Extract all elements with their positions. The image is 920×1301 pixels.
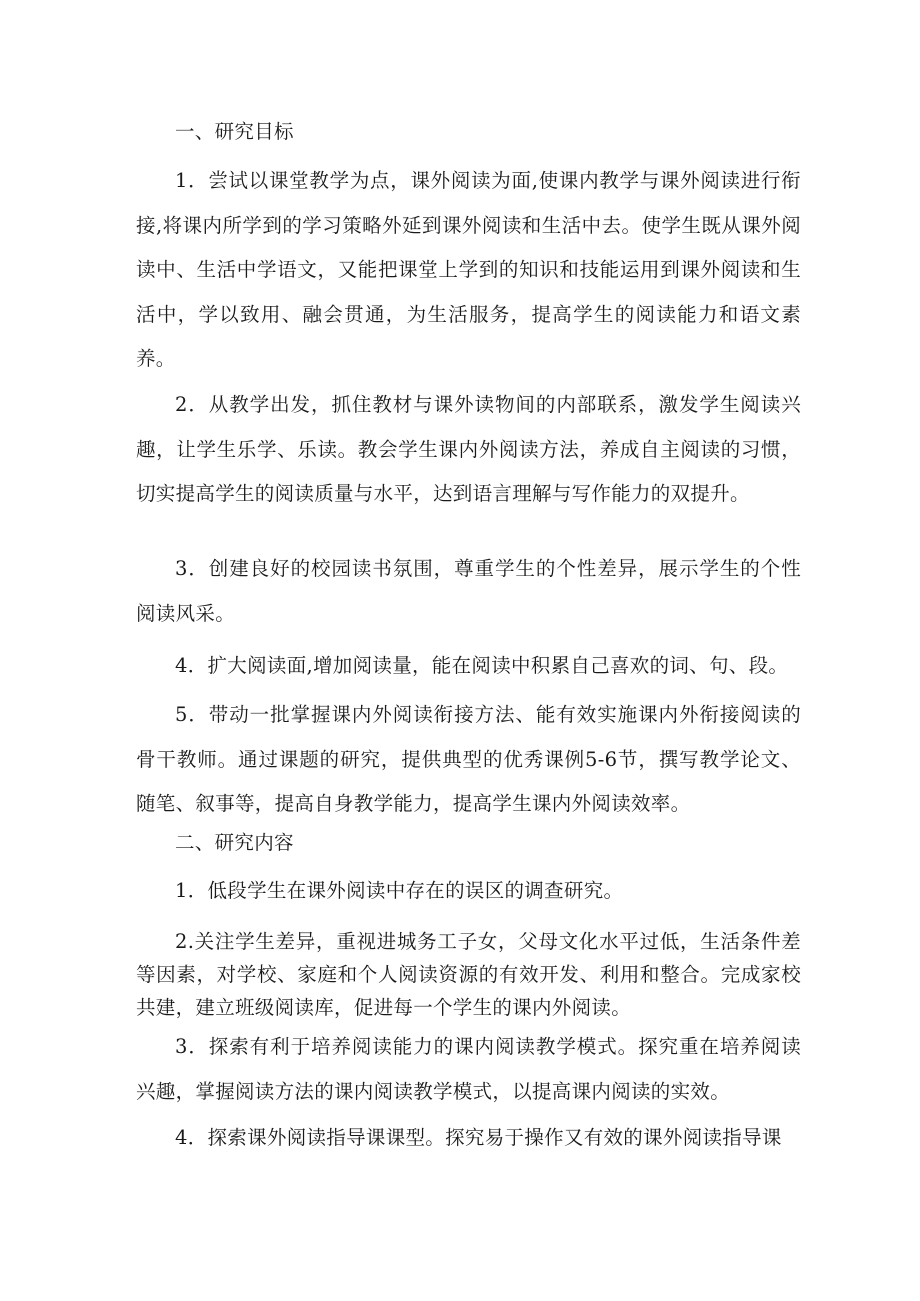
- goal-paragraph-2: 2．从教学出发，抓住教材与课外读物间的内部联系，激发学生阅读兴趣，让学生乐学、乐读。教会学生课内外阅读方法，养成自主阅读的习惯，切实提高学生的阅读质量与水平，达到语言理解与写作能力的双提升。: [136, 393, 801, 505]
- goal-paragraph-3: 3．创建良好的校园读书氛围，尊重学生的个性差异，展示学生的个性阅读风采。: [136, 557, 801, 625]
- goal-paragraph-4: 4．扩大阅读面,增加阅读量，能在阅读中积累自己喜欢的词、句、段。: [175, 654, 789, 677]
- content-paragraph-3: 3．探索有利于培养阅读能力的课内阅读教学模式。探究重在培养阅读兴趣，掌握阅读方法的课内阅读教学模式，以提高课内阅读的实效。: [136, 1035, 801, 1103]
- goal-paragraph-5: 5．带动一批掌握课内外阅读衔接方法、能有效实施课内外衔接阅读的骨干教师。通过课题的研究，提供典型的优秀课例5-6节，撰写教学论文、随笔、叙事等，提高自身教学能力，提高学生课内外阅读效率。: [136, 703, 801, 815]
- section-heading-content: 二、研究内容: [175, 831, 294, 854]
- content-paragraph-4: 4．探索课外阅读指导课课型。探究易于操作又有效的课外阅读指导课: [175, 1126, 782, 1149]
- content-paragraph-1: 1．低段学生在课外阅读中存在的误区的调查研究。: [175, 879, 624, 902]
- content-paragraph-2: 2.关注学生差异，重视进城务工子女，父母文化水平过低，生活条件差等因素，对学校、家庭和个人阅读资源的有效开发、利用和整合。完成家校共建，建立班级阅读库，促进每一个学生的课内外阅读。: [136, 930, 801, 1019]
- section-heading-goals: 一、研究目标: [175, 120, 294, 143]
- goal-paragraph-1: 1．尝试以课堂教学为点，课外阅读为面,使课内教学与课外阅读进行衔接,将课内所学到的学习策略外延到课外阅读和生活中去。使学生既从课外阅读中、生活中学语文，又能把课堂上学到的知识和技能运用到课外阅读和生活中，学以致用、融会贯通，为生活服务，提高学生的阅读能力和语文素养。: [136, 169, 801, 370]
